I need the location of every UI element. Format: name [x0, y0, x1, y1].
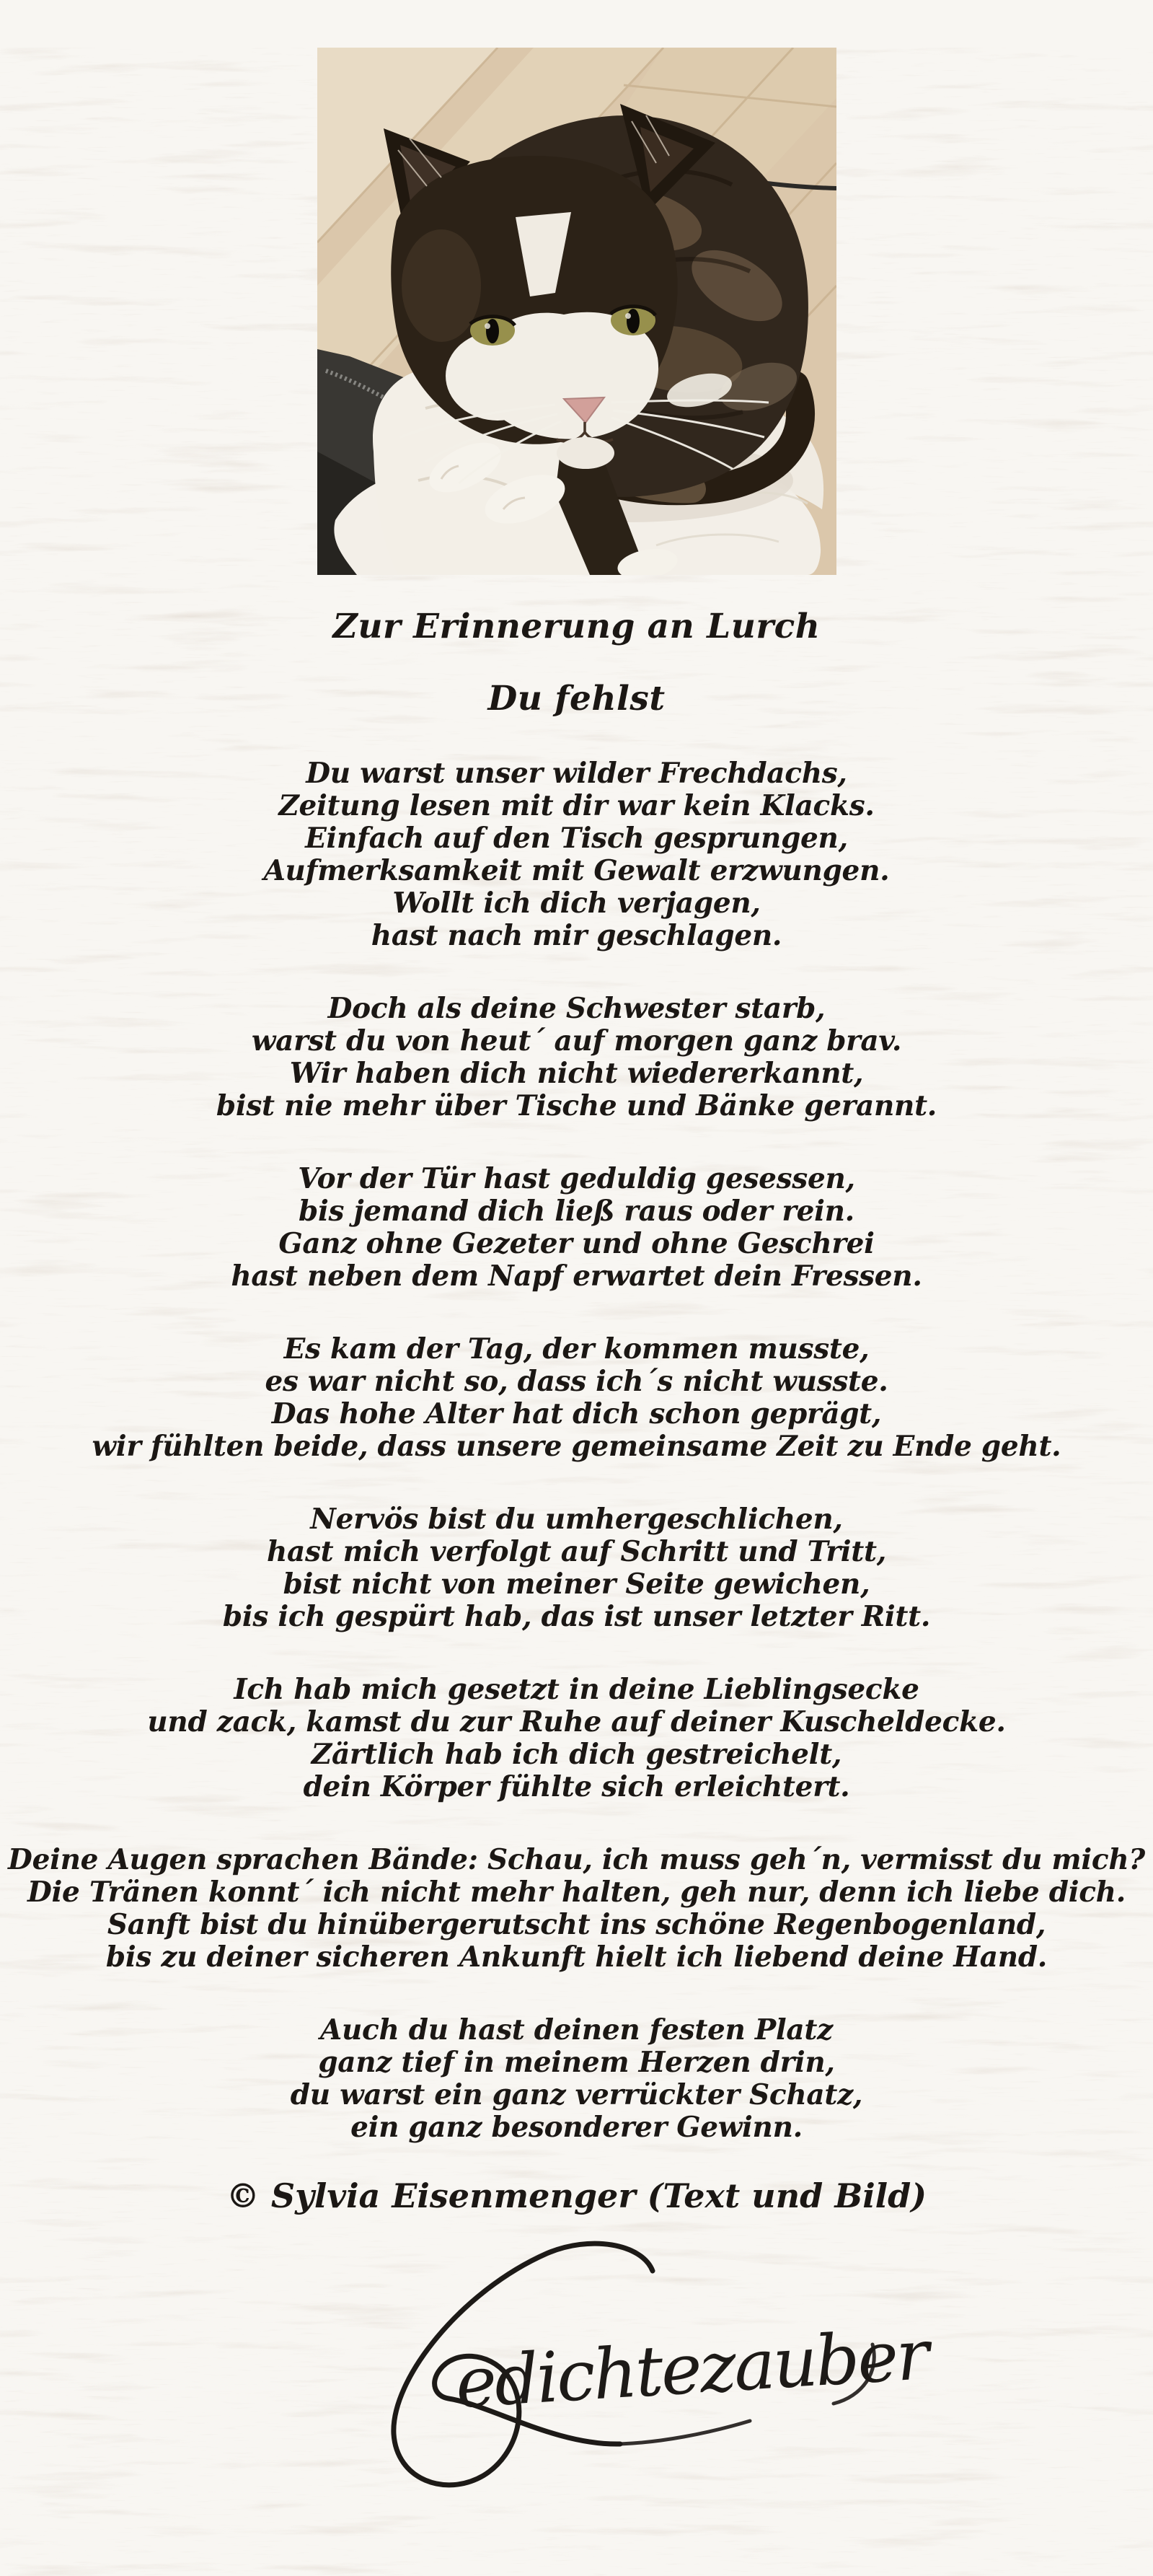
poem-line: und zack, kamst du zur Ruhe auf deiner Kuscheldecke. — [147, 1705, 1006, 1739]
poem-line: wir fühlten beide, dass unsere gemeinsame Zeit zu Ende geht. — [92, 1430, 1061, 1464]
signature-script: edichtezauber — [453, 2314, 929, 2425]
poem-line: hast nach mir geschlagen. — [371, 919, 782, 953]
stanza-5 — [0, 1503, 1153, 1633]
poem-line: Sanft bist du hinübergerutscht ins schöne Regenbogenland, — [107, 1908, 1046, 1942]
poem-line: hast mich verfolgt auf Schritt und Tritt, — [266, 1535, 887, 1569]
poem-line: Die Tränen konnt´ ich nicht mehr halten, geh nur, denn ich liebe dich. — [27, 1876, 1126, 1909]
stanza-6 — [0, 1674, 1153, 1803]
stanza-3 — [0, 1163, 1153, 1293]
poem-line: Zärtlich hab ich dich gestreichelt, — [311, 1738, 842, 1772]
poem-line: Wir haben dich nicht wiedererkannt, — [289, 1057, 864, 1091]
poem-line: du warst ein ganz verrückter Schatz, — [290, 2078, 863, 2112]
poem-line: Auch du hast deinen festen Platz — [320, 2013, 833, 2047]
poem-line: bist nie mehr über Tische und Bänke gerannt. — [216, 1089, 937, 1123]
copyright-line: © Sylvia Eisenmenger (Text und Bild) — [226, 2176, 927, 2216]
dedication-line: Zur Erinnerung an Lurch — [332, 607, 821, 646]
poem-line: bis zu deiner sicheren Ankunft hielt ich liebend deine Hand. — [105, 1940, 1048, 1974]
memorial-poem-page — [0, 48, 1153, 2576]
cat-photo — [317, 48, 836, 575]
poem-line: bist nicht von meiner Seite gewichen, — [283, 1568, 870, 1601]
poem-line: es war nicht so, dass ich´s nicht wusste. — [265, 1365, 888, 1399]
poem-line: Du warst unser wilder Frechdachs, — [306, 757, 847, 791]
stanza-2 — [0, 993, 1153, 1122]
poem-line: hast neben dem Napf erwartet dein Fressen. — [231, 1260, 922, 1293]
poem-line: Vor der Tür hast geduldig gesessen, — [298, 1162, 855, 1196]
poem-line: Einfach auf den Tisch gesprungen, — [305, 822, 848, 856]
poem-line: Ganz ohne Gezeter und ohne Geschrei — [278, 1227, 875, 1261]
poem-line: Es kam der Tag, der kommen musste, — [283, 1332, 870, 1366]
signature-logo — [245, 2229, 929, 2496]
poem-line: Doch als deine Schwester starb, — [327, 992, 826, 1026]
stanza-4 — [0, 1333, 1153, 1463]
poem-line: Deine Augen sprachen Bände: Schau, ich muss geh´n, vermisst du mich? — [8, 1843, 1145, 1877]
poem-line: ganz tief in meinem Herzen drin, — [318, 2046, 835, 2080]
poem-line: bis ich gespürt hab, das ist unser letzter Ritt. — [222, 1600, 931, 1634]
stanza-7 — [0, 1844, 1153, 1974]
poem-line: warst du von heut´ auf morgen ganz brav. — [251, 1024, 902, 1058]
poem-line: Zeitung lesen mit dir war kein Klacks. — [278, 789, 875, 823]
stanza-8 — [0, 2014, 1153, 2144]
poem-line: Ich hab mich gesetzt in deine Lieblingsecke — [234, 1673, 919, 1707]
poem-line: bis jemand dich ließ raus oder rein. — [299, 1195, 854, 1228]
cat-photo-illustration — [317, 48, 836, 575]
poem-line: Wollt ich dich verjagen, — [392, 887, 761, 920]
poem-title: Du fehlst — [487, 678, 666, 718]
poem-line: Das hohe Alter hat dich schon geprägt, — [271, 1397, 882, 1431]
stanza-1 — [0, 757, 1153, 952]
poem-line: dein Körper fühlte sich erleichtert. — [303, 1770, 850, 1804]
poem-line: ein ganz besonderer Gewinn. — [350, 2111, 803, 2145]
poem-line: Nervös bist du umhergeschlichen, — [310, 1503, 843, 1537]
poem-line: Aufmerksamkeit mit Gewalt erzwungen. — [263, 854, 890, 888]
